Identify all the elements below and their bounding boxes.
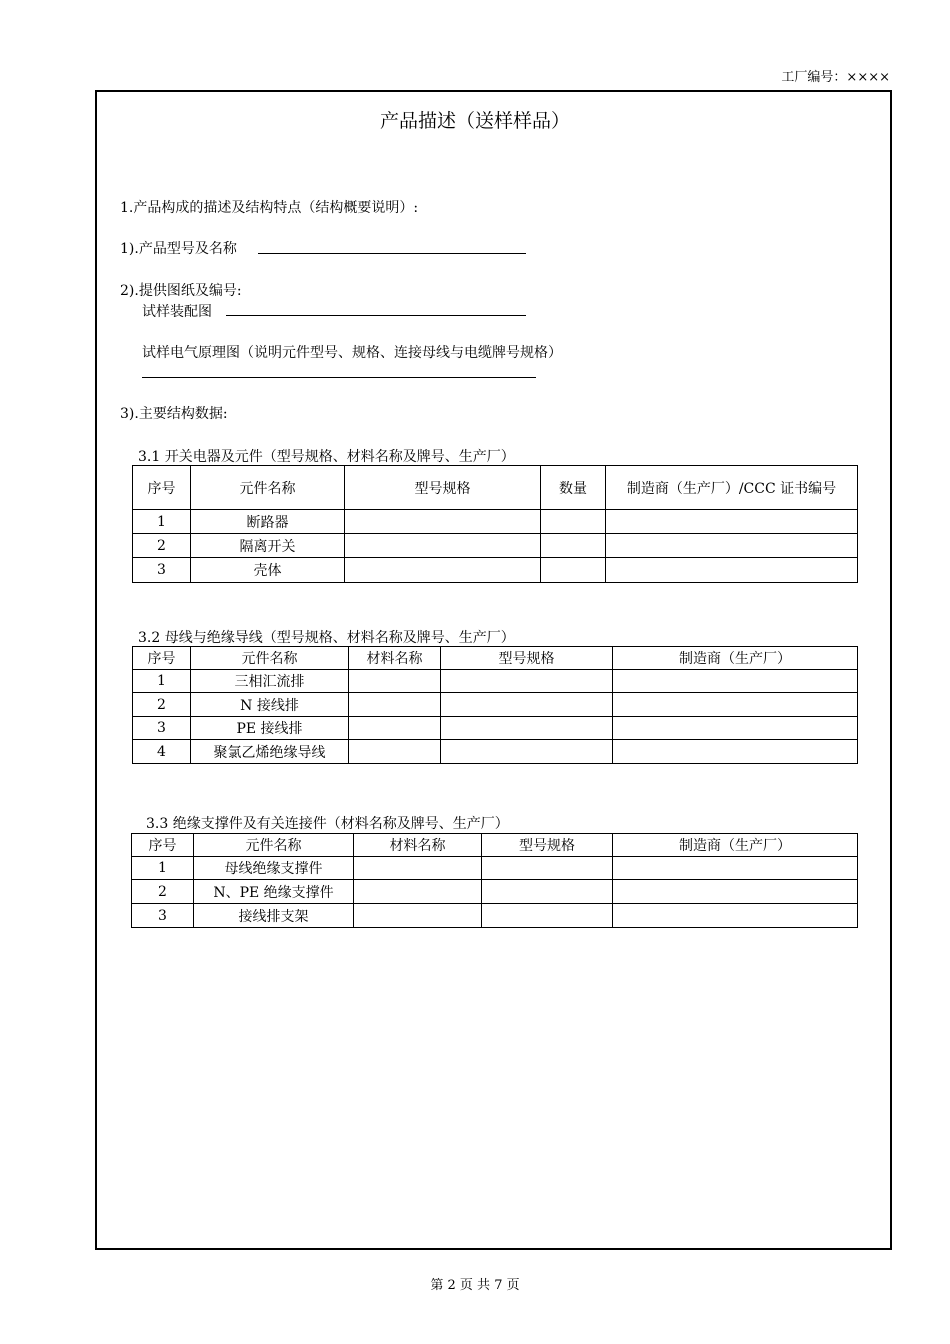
item-drawings-label: 2).提供图纸及编号: (120, 283, 242, 299)
assembly-drawing-label: 试样装配图 (142, 304, 212, 320)
table-row (132, 904, 858, 928)
table-row (133, 670, 858, 693)
manufacturer-cell[interactable] (613, 717, 858, 740)
table-row (132, 880, 858, 904)
model-cell[interactable] (482, 904, 613, 928)
row-no: 1 (133, 510, 191, 534)
row-no: 3 (132, 904, 194, 928)
schematic-field[interactable] (142, 377, 536, 378)
manufacturer-cell[interactable] (606, 558, 858, 583)
col-header-manufacturer: 制造商（生产厂） (613, 647, 858, 670)
table-row (133, 717, 858, 740)
component-name: 隔离开关 (191, 534, 345, 558)
row-no: 1 (133, 670, 191, 693)
model-cell[interactable] (345, 558, 541, 583)
row-no: 3 (133, 558, 191, 583)
row-no: 2 (133, 534, 191, 558)
schematic-label: 试样电气原理图（说明元件型号、规格、连接母线与电缆牌号规格） (142, 345, 562, 361)
material-cell[interactable] (354, 857, 482, 880)
col-header-model: 型号规格 (345, 466, 541, 510)
factory-number: 工厂编号：×××× (781, 70, 890, 85)
model-cell[interactable] (441, 717, 613, 740)
col-header-qty: 数量 (541, 466, 606, 510)
component-name: 母线绝缘支撑件 (194, 857, 354, 880)
model-cell[interactable] (441, 740, 613, 764)
col-header-no: 序号 (133, 466, 191, 510)
table-row (133, 693, 858, 717)
qty-cell[interactable] (541, 510, 606, 534)
row-no: 3 (133, 717, 191, 740)
table-header-row (132, 834, 858, 857)
qty-cell[interactable] (541, 558, 606, 583)
col-header-no: 序号 (132, 834, 194, 857)
model-cell[interactable] (482, 857, 613, 880)
col-header-no: 序号 (133, 647, 191, 670)
row-no: 4 (133, 740, 191, 764)
table3-caption: 3.3 绝缘支撑件及有关连接件（材料名称及牌号、生产厂） (146, 816, 509, 832)
component-name: N、PE 绝缘支撑件 (194, 880, 354, 904)
manufacturer-cell[interactable] (606, 534, 858, 558)
model-cell[interactable] (441, 670, 613, 693)
table-row (133, 740, 858, 764)
material-cell[interactable] (349, 670, 441, 693)
page-title: 产品描述（送样样品） (379, 110, 570, 132)
model-cell[interactable] (441, 693, 613, 717)
component-name: 断路器 (191, 510, 345, 534)
component-name: N 接线排 (191, 693, 349, 717)
col-header-material: 材料名称 (349, 647, 441, 670)
model-cell[interactable] (482, 880, 613, 904)
item-model-name-label: 1).产品型号及名称 (120, 241, 237, 257)
manufacturer-cell[interactable] (606, 510, 858, 534)
material-cell[interactable] (349, 740, 441, 764)
material-cell[interactable] (349, 693, 441, 717)
col-header-model: 型号规格 (482, 834, 613, 857)
insulator-table (131, 833, 858, 928)
assembly-drawing-field[interactable] (226, 315, 526, 316)
switchgear-table (132, 465, 858, 583)
component-name: 接线排支架 (194, 904, 354, 928)
col-header-material: 材料名称 (354, 834, 482, 857)
table1-caption: 3.1 开关电器及元件（型号规格、材料名称及牌号、生产厂） (138, 449, 515, 465)
table-row (132, 857, 858, 880)
busbar-table (132, 646, 858, 764)
col-header-manufacturer: 制造商（生产厂） (613, 834, 858, 857)
row-no: 1 (132, 857, 194, 880)
col-header-component: 元件名称 (191, 647, 349, 670)
row-no: 2 (133, 693, 191, 717)
model-cell[interactable] (345, 510, 541, 534)
item-structure-data-label: 3).主要结构数据: (120, 406, 228, 422)
component-name: PE 接线排 (191, 717, 349, 740)
col-header-component: 元件名称 (191, 466, 345, 510)
table-header-row (133, 466, 858, 510)
material-cell[interactable] (354, 904, 482, 928)
page-number: 第 2 页 共 7 页 (430, 1278, 520, 1293)
component-name: 聚氯乙烯绝缘导线 (191, 740, 349, 764)
manufacturer-cell[interactable] (613, 857, 858, 880)
model-cell[interactable] (345, 534, 541, 558)
col-header-manufacturer: 制造商（生产厂）/CCC 证书编号 (606, 466, 858, 510)
manufacturer-cell[interactable] (613, 880, 858, 904)
material-cell[interactable] (354, 880, 482, 904)
table2-caption: 3.2 母线与绝缘导线（型号规格、材料名称及牌号、生产厂） (138, 630, 515, 646)
table-row (133, 534, 858, 558)
col-header-model: 型号规格 (441, 647, 613, 670)
model-name-field[interactable] (258, 253, 526, 254)
qty-cell[interactable] (541, 534, 606, 558)
component-name: 壳体 (191, 558, 345, 583)
manufacturer-cell[interactable] (613, 904, 858, 928)
table-row (133, 510, 858, 534)
row-no: 2 (132, 880, 194, 904)
col-header-component: 元件名称 (194, 834, 354, 857)
component-name: 三相汇流排 (191, 670, 349, 693)
table-row (133, 558, 858, 583)
section1-heading: 1.产品构成的描述及结构特点（结构概要说明）: (120, 200, 419, 216)
material-cell[interactable] (349, 717, 441, 740)
manufacturer-cell[interactable] (613, 670, 858, 693)
table-header-row (133, 647, 858, 670)
manufacturer-cell[interactable] (613, 740, 858, 764)
manufacturer-cell[interactable] (613, 693, 858, 717)
